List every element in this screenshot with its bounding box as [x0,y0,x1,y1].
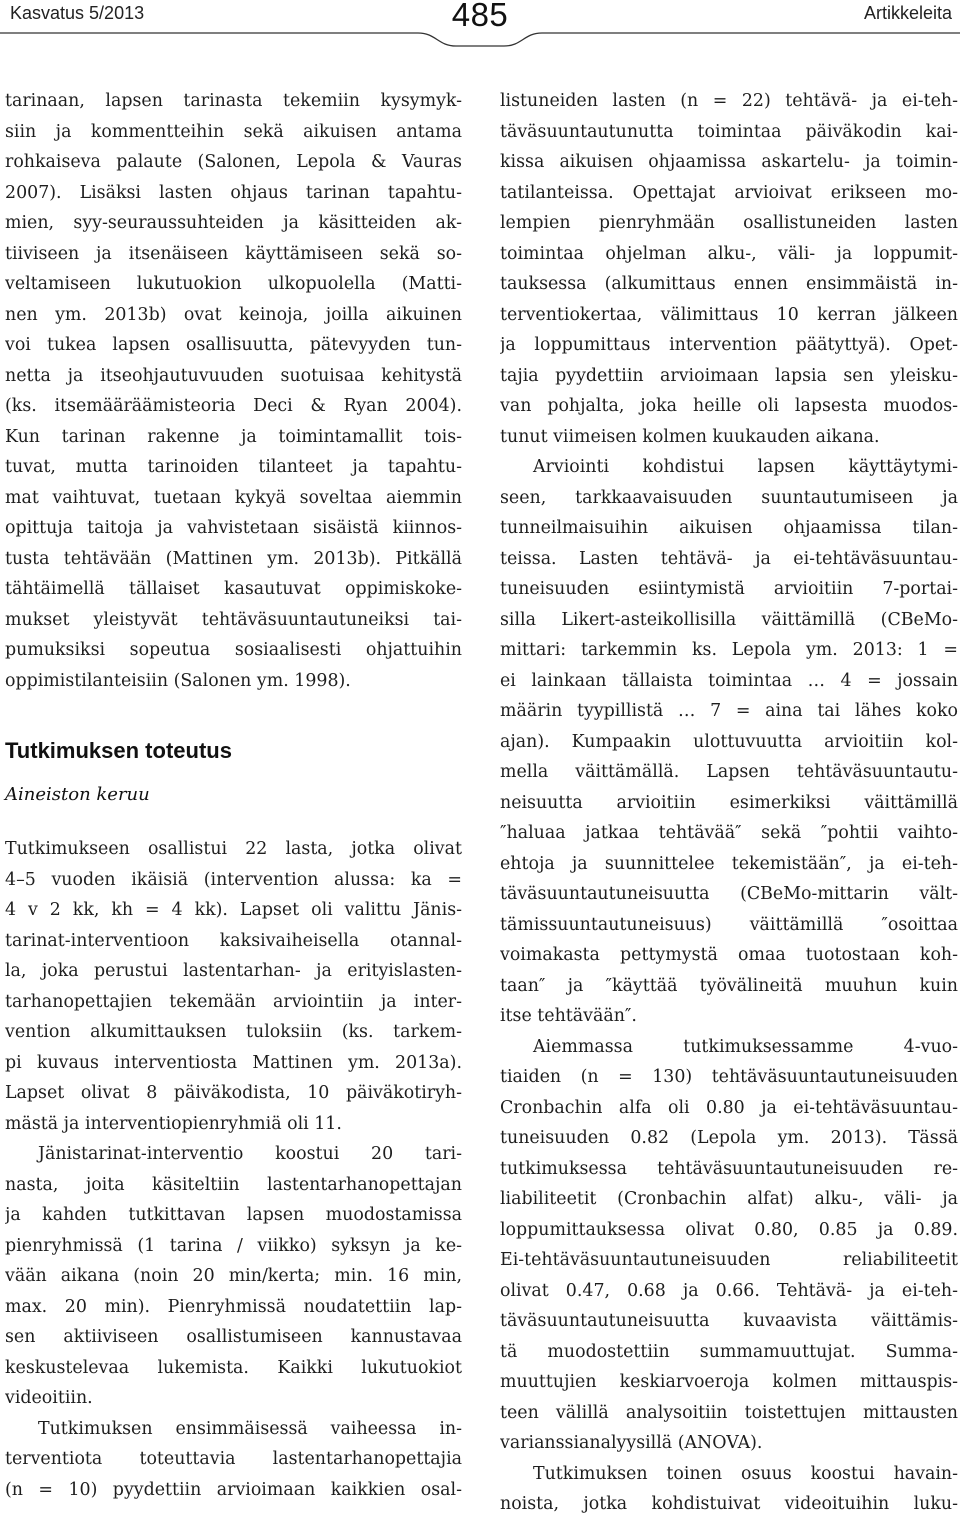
text-line: oppimistilanteisiin (Salonen ym. 1998). [5,670,351,691]
text-line: ″haluaa jatkaa tehtävää″ sekä ″pohtii vaihto- [500,823,958,843]
text-line: tarhanopettajien tekemään arviointiin ja inter- [5,991,462,1012]
text-line: Arviointi kohdistui lapsen käyttäytymi- [533,457,958,477]
section-heading: Tutkimuksen toteutus [5,738,232,763]
section-label: Artikkeleita [863,3,952,23]
text-line: listuneiden lasten (n = 22) tehtävä- ja ei-teh- [500,91,958,111]
text-line: Tutkimukseen osallistui 22 lasta, jotka olivat [5,839,462,859]
text-line: mukset yleistyvät tehtäväsuuntautuneiksi tai- [5,609,462,630]
text-line: tunneilmaisuihin aikuisen ohjaamissa tilan- [500,518,958,538]
text-line: olivat 0.47, 0.68 ja 0.66. Tehtävä- ja ei-teh- [500,1280,958,1301]
text-line: Ei-tehtäväsuuntautuneisuuden reliabiliteetit [500,1250,958,1270]
text-line: taan″ ja ″käyttää työvälineitä muuhun kuin [500,975,958,996]
text-line: Lapset olivat 8 päiväkodista, 10 päiväkotiryh- [5,1083,462,1103]
text-line: tuneisuuden esiintymistä arvioitiin 7-portai- [500,579,958,599]
text-line: veltamiseen lukutuokion ulkopuolella (Matti- [5,274,462,294]
text-line: Aiemmassa tutkimuksessamme 4-vuo- [533,1036,958,1057]
paragraph [5,86,462,696]
text-line: kissa aikuisen ohjaamissa askartelu- ja toimin- [500,152,958,172]
text-line: noista, jotka kohdistuivat videoituihin luku- [500,1494,958,1514]
text-line: mittari: tarkemmin ks. Lepola ym. 2013: 1 = [500,640,958,660]
text-line: Cronbachin alfa oli 0.80 ja ei-tehtäväsuuntau- [500,1097,958,1118]
text-line: videoitiin. [5,1388,93,1408]
text-line: varianssianalyysillä (ANOVA). [500,1433,763,1453]
text-line: nen ym. 2013b) ovat keinoja, joilla aikuinen [5,304,462,325]
text-line: seen, tarkkaavaisuuden suuntautumiseen ja [500,487,958,508]
text-line: teissa. Lasten tehtävä- ja ei-tehtäväsuuntau- [500,548,958,569]
text-line: sen aktiiviseen osallistumiseen kannustavaa [5,1327,462,1347]
text-line: tauksessa (alkumittaus ennen ensimmäistä in- [500,274,958,294]
text-line: tutkimuksessa tehtäväsuuntautuneisuuden re- [500,1158,958,1179]
text-line: Kun tarinan rakenne ja toimintamallit tois- [5,426,462,447]
text-line: ja loppumittaus intervention päätyttyä). Opet- [500,335,958,355]
text-line: max. 20 min). Pienryhmissä noudatettiin lap- [5,1296,462,1317]
text-line: (n = 10) pyydettiin arvioimaan kaikkien osal- [5,1479,462,1500]
text-line: ja kahden tutkittavan lapsen muodostamissa [5,1205,462,1225]
text-line: la, joka perustui lastentarhan- ja erityislasten- [5,961,462,981]
text-line: mien, syy-seuraussuhteiden ja käsitteiden ak- [5,213,462,233]
text-line: tämissuuntautuneisuus) väittämillä ″osoittaa [500,914,958,935]
text-line: rohkaiseva palaute (Salonen, Lepola & Vauras [5,152,462,172]
text-line: tusta tehtävään (Mattinen ym. 2013b). Pitkällä [5,548,462,569]
text-line: vään aikana (noin 20 min/kerta; min. 16 min, [5,1266,462,1286]
paragraph [500,1032,958,1459]
text-line: voi tukea lapsen osallisuutta, pätevyyden tun- [5,335,462,355]
text-line: ehtoja ja suunnittelee tekemistään″, ja ei-teh- [500,853,958,874]
text-line: tunut viimeisen kolmen kuukauden aikana. [500,426,880,447]
text-line: mästä ja interventiopienryhmiä oli 11. [5,1113,342,1134]
page-number: 485 [451,0,509,33]
text-line: vention alkumittauksen tuloksiin (ks. tarkem- [5,1022,462,1042]
text-line: tarinat-interventioon kaksivaiheisella otannal- [5,930,462,951]
text-line: Tutkimuksen ensimmäisessä vaiheessa in- [38,1418,462,1439]
journal-issue: Kasvatus 5/2013 [10,3,145,23]
text-line: liabiliteetit (Cronbachin alfat) alku-, väli- ja [500,1189,958,1209]
subheading: Aineiston keruu [5,784,150,805]
text-line: täväsuuntautunutta toimintaa päiväkodin kai- [500,121,958,142]
text-line: terventiota toteuttavia lastentarhanopettajia [5,1449,462,1469]
text-line: mella väittämällä. Lapsen tehtäväsuuntautu- [500,762,958,782]
text-line: pumuksiksi sopeutua sosiaalisesti ohjattuihin [5,640,462,660]
text-line: tuvat, mutta tarinoiden tilanteet ja tapahtu- [5,457,462,477]
text-line: terventiokertaa, välimittaus 10 kerran jälkeen [500,304,958,325]
paragraph [500,1459,958,1520]
text-line: keskustelevaa lukemista. Kaikki lukutuokiot [5,1357,462,1378]
text-line: van pohjalta, joka heille oli lapsesta muodos- [500,396,958,416]
text-line: opittuja taitoja ja vahvistetaan sisäistä kiinnos- [5,518,462,538]
text-line: (ks. itsemääräämisteoria Deci & Ryan 2004). [5,396,462,416]
running-header [0,0,960,50]
text-line: pienryhmissä (1 tarina / viikko) syksyn ja ke- [5,1235,462,1256]
text-line: tarinaan, lapsen tarinasta tekemiin kysymyk- [5,91,462,111]
paragraph [500,452,958,1032]
text-line: tä muodostettiin summamuuttujat. Summa- [500,1341,958,1362]
text-line: Tutkimuksen toinen osuus koostui havain- [533,1463,958,1484]
text-line: neisuutta arvioitiin esimerkiksi väittämillä [500,792,958,813]
text-line: netta ja itseohjautuvuuden suotuisaa kehitystä [5,365,462,386]
text-line: ajan). Kumpaakin ulottuvuutta arvioitiin kol- [500,731,958,752]
left-column [5,86,462,1505]
text-line: tuneisuuden 0.82 (Lepola ym. 2013). Tässä [500,1128,958,1148]
text-line: mat vaihtuvat, tuetaan kykyä soveltaa aiemmin [5,487,462,508]
text-line: pi kuvaus interventiosta Mattinen ym. 2013a). [5,1052,462,1073]
text-line: tiaiden (n = 130) tehtäväsuuntautuneisuuden [500,1067,958,1087]
text-line: tatilanteissa. Opettajat arvioivat erikseen mo- [500,182,958,203]
text-line: Jänistarinat-interventio koostui 20 tari- [38,1144,462,1164]
text-line: teen välillä analysoitiin toistettujen mittausten [500,1402,958,1423]
text-line: nasta, joita käsiteltiin lastentarhanopettajan [5,1174,462,1195]
text-line: täväsuuntautuneisuutta (CBeMo-mittarin vält- [500,884,958,904]
text-line: tähtäimellä tällaiset kasautuvat oppimiskoke- [5,579,462,599]
text-line: loppumittauksessa olivat 0.80, 0.85 ja 0.89. [500,1219,958,1240]
paragraph [5,1414,462,1506]
text-line: 4–5 vuoden ikäisiä (intervention alussa: ka = [5,869,462,890]
paragraph [5,834,462,1139]
right-column [500,86,958,1520]
text-line: tiiviseen ja itsenäiseen käyttämiseen sekä so- [5,243,462,264]
text-line: itse tehtävään″. [500,1006,637,1026]
text-line: tajia pyydettiin arvioimaan lapsia sen yleisku- [500,365,958,386]
text-line: 4 v 2 kk, kh = 4 kk). Lapset oli valittu Jänis- [5,900,462,920]
text-line: ei lainkaan tällaista toimintaa … 4 = jossain [500,670,958,691]
text-line: 2007). Lisäksi lasten ohjaus tarinan tapahtu- [5,182,462,203]
text-line: täväsuuntautuneisuutta kuvaavista väittämis- [500,1311,958,1331]
text-line: lempien pienryhmään osallistuneiden lasten [500,213,958,233]
paragraph [500,86,958,452]
text-line: silla Likert-asteikollisilla väittämillä (CBeMo- [500,609,958,630]
text-line: määrin tyypillistä … 7 = aina tai lähes koko [500,701,958,721]
text-line: siin ja kommentteihin sekä aikuisen antama [5,121,462,142]
text-line: toimintaa ohjelman alku-, väli- ja loppumit- [500,243,958,264]
paragraph [5,1139,462,1414]
text-line: muuttujien keskiarvoeroja kolmen mittauspis- [500,1372,958,1392]
text-line: voimakasta pettymystä omaa tuotostaan koh- [500,945,958,965]
